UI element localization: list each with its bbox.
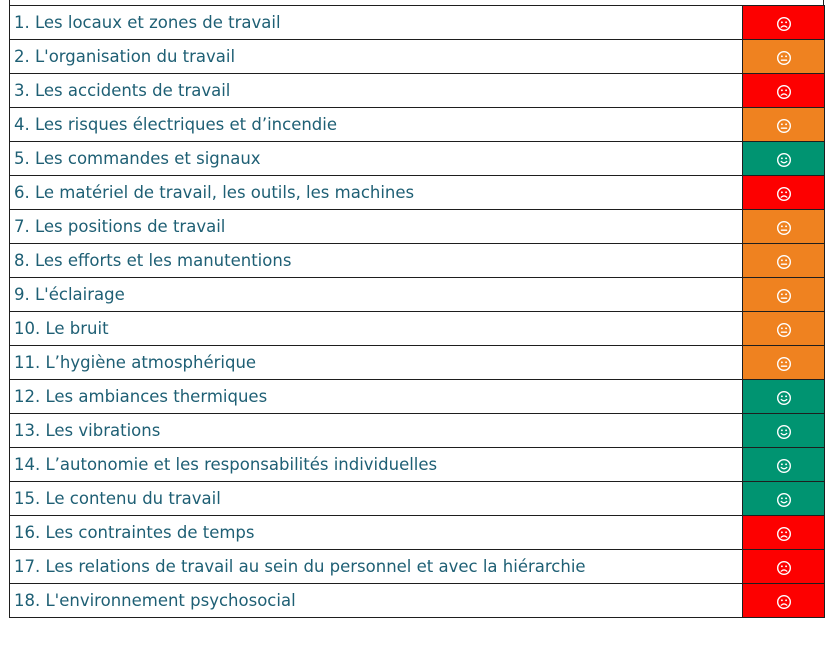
status-cell-neutral: [743, 210, 825, 244]
neutral-face-icon: [776, 254, 792, 270]
neutral-face-icon: [776, 288, 792, 304]
risk-category-label: 16. Les contraintes de temps: [10, 516, 743, 550]
risk-category-label: 13. Les vibrations: [10, 414, 743, 448]
table-row: [10, 550, 825, 584]
status-cell-neutral: [743, 244, 825, 278]
table-row: [10, 346, 825, 380]
neutral-face-icon: [776, 356, 792, 372]
table-row: [10, 516, 825, 550]
status-cell-neutral: [743, 312, 825, 346]
table-row: [10, 108, 825, 142]
neutral-face-icon: [776, 118, 792, 134]
risk-category-label: 6. Le matériel de travail, les outils, les machines: [10, 176, 743, 210]
smiling-face-icon: [776, 424, 792, 440]
frowning-face-icon: [776, 594, 792, 610]
frowning-face-icon: [776, 526, 792, 542]
risk-category-label: 14. L’autonomie et les responsabilités individuelles: [10, 448, 743, 482]
table-row: [10, 6, 825, 40]
neutral-face-icon: [776, 50, 792, 66]
risk-category-label: 3. Les accidents de travail: [10, 74, 743, 108]
frowning-face-icon: [776, 560, 792, 576]
risk-category-label: 10. Le bruit: [10, 312, 743, 346]
risk-category-label: 4. Les risques électriques et d’incendie: [10, 108, 743, 142]
status-cell-neutral: [743, 278, 825, 312]
risk-category-label: 9. L'éclairage: [10, 278, 743, 312]
risk-category-label: 18. L'environnement psychosocial: [10, 584, 743, 618]
table-row: [10, 312, 825, 346]
status-cell-bad: [743, 74, 825, 108]
table-row: [10, 380, 825, 414]
status-cell-good: [743, 142, 825, 176]
risk-category-label: 5. Les commandes et signaux: [10, 142, 743, 176]
table-row: [10, 210, 825, 244]
table-row: [10, 584, 825, 618]
status-cell-neutral: [743, 346, 825, 380]
status-cell-bad: [743, 6, 825, 40]
status-cell-good: [743, 482, 825, 516]
neutral-face-icon: [776, 220, 792, 236]
risk-category-label: 8. Les efforts et les manutentions: [10, 244, 743, 278]
table-row: [10, 40, 825, 74]
status-cell-bad: [743, 516, 825, 550]
table-row: [10, 448, 825, 482]
table-row: [10, 244, 825, 278]
frowning-face-icon: [776, 16, 792, 32]
table-row: [10, 278, 825, 312]
neutral-face-icon: [776, 322, 792, 338]
smiling-face-icon: [776, 458, 792, 474]
smiling-face-icon: [776, 390, 792, 406]
status-cell-neutral: [743, 40, 825, 74]
status-cell-bad: [743, 176, 825, 210]
smiling-face-icon: [776, 152, 792, 168]
status-cell-good: [743, 414, 825, 448]
risk-category-label: 11. L’hygiène atmosphérique: [10, 346, 743, 380]
status-cell-bad: [743, 550, 825, 584]
risk-category-label: 2. L'organisation du travail: [10, 40, 743, 74]
risk-category-label: 7. Les positions de travail: [10, 210, 743, 244]
table-body: [10, 6, 825, 618]
frowning-face-icon: [776, 186, 792, 202]
table-row: [10, 142, 825, 176]
status-cell-good: [743, 380, 825, 414]
status-cell-neutral: [743, 108, 825, 142]
risk-category-label: 12. Les ambiances thermiques: [10, 380, 743, 414]
risk-category-label: 15. Le contenu du travail: [10, 482, 743, 516]
smiling-face-icon: [776, 492, 792, 508]
table-row: [10, 482, 825, 516]
table-row: [10, 74, 825, 108]
risk-category-label: 1. Les locaux et zones de travail: [10, 6, 743, 40]
table-row: [10, 414, 825, 448]
frowning-face-icon: [776, 84, 792, 100]
status-cell-good: [743, 448, 825, 482]
table-row: [10, 176, 825, 210]
status-cell-bad: [743, 584, 825, 618]
risk-assessment-table: [9, 5, 825, 618]
risk-category-label: 17. Les relations de travail au sein du personnel et avec la hiérarchie: [10, 550, 743, 584]
